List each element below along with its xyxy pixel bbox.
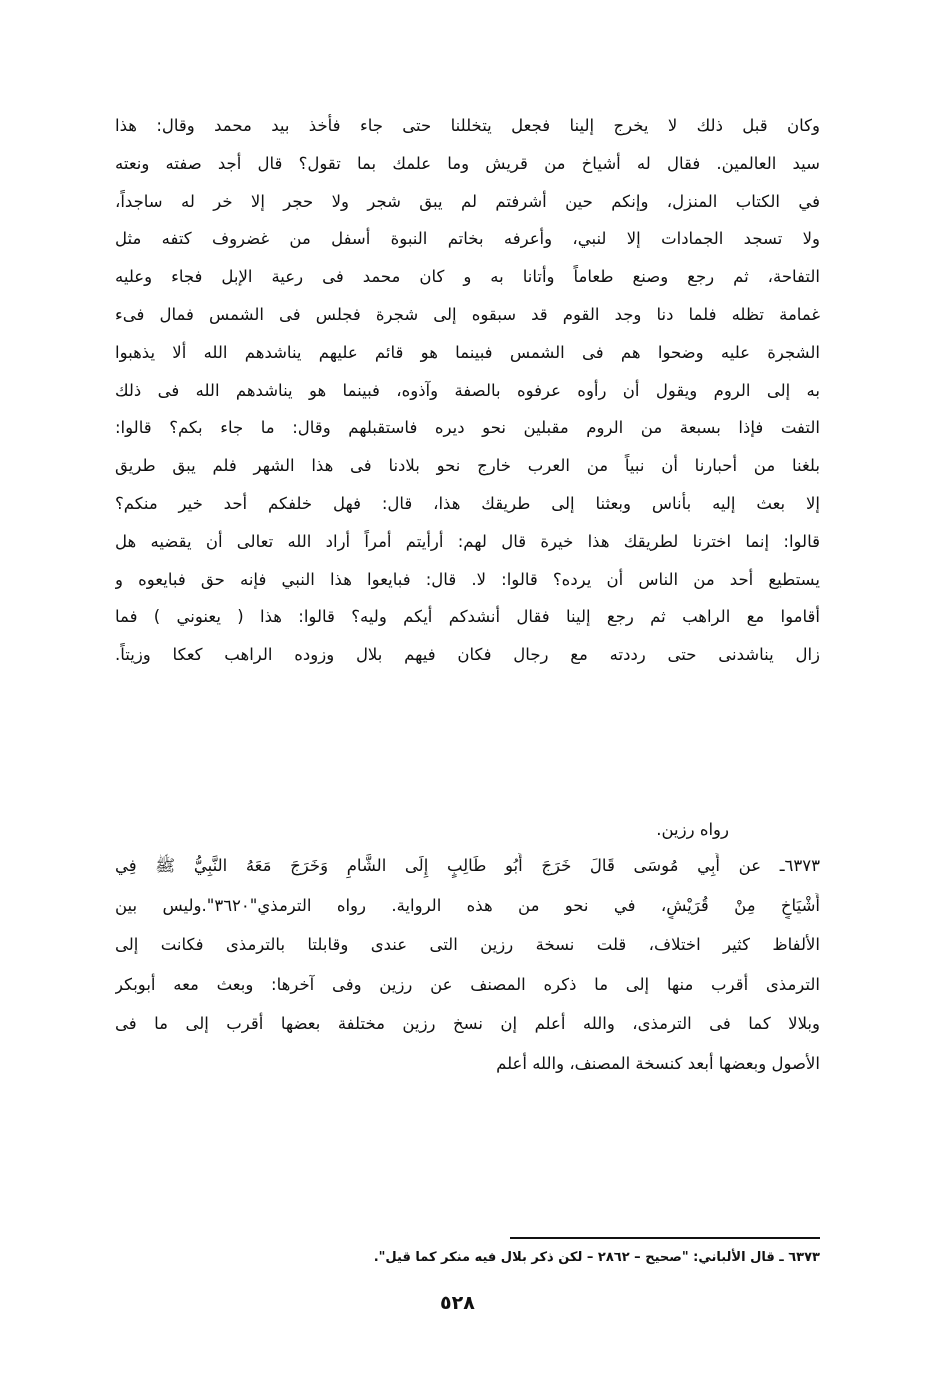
text-line: إلا بعث إليه بأناس وبعثنا إلى طريقك هذا، قال: فهل خلفكم أحد خير منكم؟ <box>115 494 820 513</box>
text-line: يستطيع أحد من الناس أن يرده؟ قالوا: لا. قال: فبايعوا هذا النبي فإنه حق فبايعوه و <box>115 569 820 589</box>
text-line: في الكتاب المنزل، وإنكم حين أشرفتم لم يبق شجر ولا حجر إلا خر له ساجداً، <box>115 191 820 211</box>
hadith-line: الألفاظ كثير اختلاف، قلت نسخة رزين التى عندى وقابلتا بالترمذى فكانت إلى <box>115 935 820 954</box>
text-line: الشجرة عليه وضحوا هم فى الشمس فبينما هو قائم عليهم يناشدهم الله ألا يذهبوا <box>115 342 820 362</box>
text-line: زال يناشدنى حتى رددته مع رجال فكان فيهم بلال وزوده الراهب كعكا وزيتاً. <box>115 645 820 665</box>
hadith-line: ٦٣٧٣ـ عن أَبِي مُوسَى قَالَ خَرَجَ أَبُو طَالِبٍ إِلَى الشَّامِ وَخَرَجَ مَعَهُ النَّبِيُّ ﷺ فِي <box>115 856 820 875</box>
hadith-line: الأصول وبعضها أبعد كنسخة المصنف، والله أعلم <box>496 1053 820 1073</box>
text-line: التفت فإذا بسبعة من الروم مقبلين نحو ديره فاستقبلهم وقال: ما جاء بكم؟ قالوا: <box>115 418 820 438</box>
page-number: ٥٢٨ <box>440 1292 475 1314</box>
text-line: قالوا: إنما اخترنا لطريقك هذا خيرة قال لهم: أرأيتم أمراً أراد الله تعالى أن يقضيه هل <box>115 531 820 551</box>
footnote-divider <box>510 1237 820 1239</box>
text-line: أقاموا مع الراهب ثم رجع إلينا فقال أنشدكم أيكم وليه؟ قالوا: هذا ( يعنوني ) فما <box>115 607 820 627</box>
hadith-line: الترمذى أقرب منها إلى ما ذكره المصنف عن رزين وفى آخرها: وبعث معه أبوبكر <box>115 974 820 994</box>
text-line: وكان قبل ذلك لا يخرج إلينا فجعل يتخللنا حتى جاء فأخذ بيد محمد وقال: هذا <box>115 116 820 135</box>
footnote: ٦٣٧٣ ـ قال الألباني: "صحيح – ٢٨٦٢ – لكن ذكر بلال فيه منكر كما قيل". <box>373 1250 820 1265</box>
text-line: به إلى الروم ويقول أن رأوه عرفوه بالصفة وآذوه، فبينما هو يناشدهم الله فى ذلك <box>115 380 820 400</box>
text-line: التفاحة، ثم رجع وصنع طعاماً وأتانا به و كان محمد فى رعية الإبل فجاء وعليه <box>115 267 820 287</box>
narration-note: رواه رزين. <box>656 820 729 839</box>
hadith-line: أَشْيَاخٍ مِنْ قُرَيْشٍ، في نحو من هذه الرواية. رواه الترمذي"٣٦٢٠".وليس بين <box>115 895 820 915</box>
text-line: بلغنا من أحبارنا أن نبياً من العرب خارج نحو بلادنا فى هذا الشهر فلم يبق طريق <box>115 456 820 476</box>
text-line: غمامة تظله فلما دنا وجد القوم قد سبقوه إلى شجرة فجلس فى الشمس فمال فىء <box>115 305 820 324</box>
text-line: ولا تسجد الجمادات إلا لنبي، وأعرفه بخاتم النبوة أسفل من غضروف كتفه مثل <box>115 229 820 249</box>
hadith-line: وبلالا كما فى الترمذى، والله أعلم إن نسخ رزين مختلفة بعضها أقرب إلى ما فى <box>115 1014 820 1033</box>
text-line: سيد العالمين. فقال له أشياخ من قريش وما علمك بما تقول؟ قال أجد صفته ونعته <box>115 153 820 173</box>
